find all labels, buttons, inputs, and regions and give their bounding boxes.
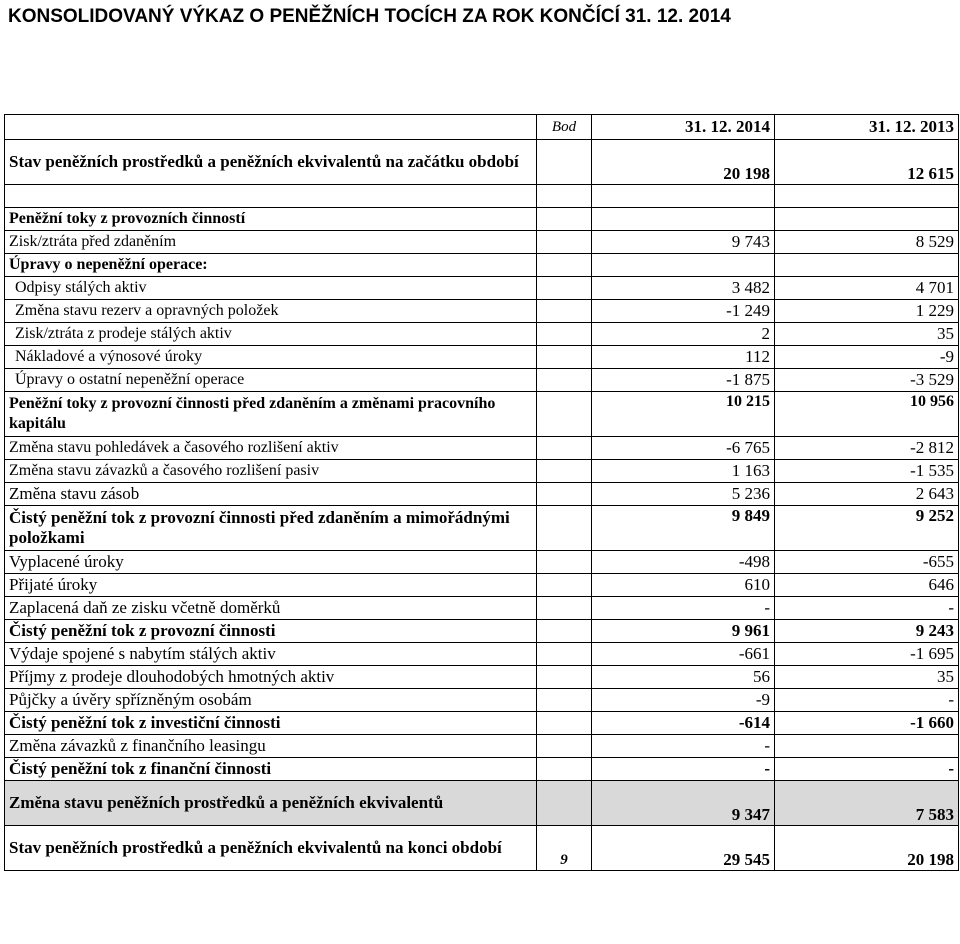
row-bod	[537, 140, 592, 185]
row-label: Výdaje spojené s nabytím stálých aktiv	[5, 643, 537, 666]
row-value-2014: -1 875	[592, 369, 775, 392]
table-row	[5, 781, 959, 826]
row-value-2013: 7 583	[775, 781, 959, 826]
cash-flow-table-wrapper	[4, 114, 958, 871]
row-bod	[537, 483, 592, 506]
table-row	[5, 346, 959, 369]
cash-flow-table	[4, 114, 959, 871]
row-label: Úpravy o ostatní nepeněžní operace	[5, 369, 537, 392]
row-label: Čistý peněžní tok z provozní činnosti	[5, 620, 537, 643]
row-bod	[537, 437, 592, 460]
table-row	[5, 300, 959, 323]
table-row	[5, 643, 959, 666]
row-value-2014: 56	[592, 666, 775, 689]
row-label: Nákladové a výnosové úroky	[5, 346, 537, 369]
table-row	[5, 392, 959, 437]
table-row	[5, 574, 959, 597]
row-label: Přijaté úroky	[5, 574, 537, 597]
row-bod	[537, 460, 592, 483]
table-row	[5, 460, 959, 483]
row-value-2013: -3 529	[775, 369, 959, 392]
table-row	[5, 826, 959, 871]
row-bod	[537, 689, 592, 712]
row-label: Změna stavu rezerv a opravných položek	[5, 300, 537, 323]
row-value-2013	[775, 254, 959, 277]
row-label: Čistý peněžní tok z investiční činnosti	[5, 712, 537, 735]
row-label: Peněžní toky z provozních činností	[5, 208, 537, 231]
row-value-2013: 1 229	[775, 300, 959, 323]
row-value-2013: -655	[775, 551, 959, 574]
row-label: Odpisy stálých aktiv	[5, 277, 537, 300]
row-value-2014: 9 849	[592, 506, 775, 551]
row-bod	[537, 597, 592, 620]
row-label: Změna závazků z finančního leasingu	[5, 735, 537, 758]
row-bod	[537, 620, 592, 643]
row-label: Stav peněžních prostředků a peněžních ekvivalentů na začátku období	[5, 140, 537, 185]
row-value-2014: 9 743	[592, 231, 775, 254]
row-value-2014: -	[592, 758, 775, 781]
row-value-2014	[592, 185, 775, 208]
header-label-cell	[5, 115, 537, 140]
row-value-2014: 2	[592, 323, 775, 346]
row-value-2013: -2 812	[775, 437, 959, 460]
row-value-2014: -498	[592, 551, 775, 574]
table-row	[5, 369, 959, 392]
row-bod	[537, 574, 592, 597]
row-label: Vyplacené úroky	[5, 551, 537, 574]
row-bod	[537, 185, 592, 208]
row-value-2013	[775, 735, 959, 758]
row-value-2014: -	[592, 597, 775, 620]
table-row	[5, 231, 959, 254]
row-label	[5, 185, 537, 208]
row-value-2014: -614	[592, 712, 775, 735]
row-label: Zisk/ztráta před zdaněním	[5, 231, 537, 254]
row-value-2013	[775, 185, 959, 208]
row-label: Půjčky a úvěry spřízněným osobám	[5, 689, 537, 712]
row-bod: 9	[537, 826, 592, 871]
header-bod: Bod	[537, 115, 592, 140]
row-value-2014	[592, 208, 775, 231]
row-value-2014: -6 765	[592, 437, 775, 460]
row-value-2014: -	[592, 735, 775, 758]
row-bod	[537, 323, 592, 346]
row-bod	[537, 506, 592, 551]
row-value-2013: 12 615	[775, 140, 959, 185]
row-label: Peněžní toky z provozní činnosti před zdaněním a změnami pracovního kapitálu	[5, 392, 537, 437]
row-value-2014: -661	[592, 643, 775, 666]
table-row	[5, 140, 959, 185]
row-bod	[537, 346, 592, 369]
table-row	[5, 735, 959, 758]
statement-title: KONSOLIDOVANÝ VÝKAZ O PENĚŽNÍCH TOCÍCH ZA ROK KONČÍCÍ 31. 12. 2014	[8, 6, 731, 27]
row-bod	[537, 666, 592, 689]
row-label: Čistý peněžní tok z provozní činnosti před zdaněním a mimořádnými položkami	[5, 506, 537, 551]
row-value-2014: 10 215	[592, 392, 775, 437]
row-label: Úpravy o nepeněžní operace:	[5, 254, 537, 277]
row-value-2014: 9 347	[592, 781, 775, 826]
table-row	[5, 758, 959, 781]
table-row	[5, 620, 959, 643]
table-row	[5, 185, 959, 208]
row-bod	[537, 643, 592, 666]
row-label: Zaplacená daň ze zisku včetně doměrků	[5, 597, 537, 620]
table-row	[5, 254, 959, 277]
row-bod	[537, 392, 592, 437]
row-value-2014: 1 163	[592, 460, 775, 483]
table-row	[5, 712, 959, 735]
row-value-2014: -9	[592, 689, 775, 712]
row-value-2014	[592, 254, 775, 277]
table-row	[5, 689, 959, 712]
header-row	[5, 115, 959, 140]
row-value-2014: 3 482	[592, 277, 775, 300]
row-label: Zisk/ztráta z prodeje stálých aktiv	[5, 323, 537, 346]
row-value-2013: -9	[775, 346, 959, 369]
row-value-2013: -	[775, 597, 959, 620]
table-row	[5, 277, 959, 300]
row-value-2013: 646	[775, 574, 959, 597]
row-label: Změna stavu závazků a časového rozlišení pasiv	[5, 460, 537, 483]
table-row	[5, 551, 959, 574]
table-row	[5, 323, 959, 346]
row-bod	[537, 758, 592, 781]
header-2013: 31. 12. 2013	[775, 115, 959, 140]
row-value-2013: -1 660	[775, 712, 959, 735]
row-value-2014: 20 198	[592, 140, 775, 185]
row-bod	[537, 254, 592, 277]
row-value-2013: 9 243	[775, 620, 959, 643]
row-value-2013: -	[775, 758, 959, 781]
row-bod	[537, 551, 592, 574]
row-label: Změna stavu peněžních prostředků a peněžních ekvivalentů	[5, 781, 537, 826]
table-row	[5, 437, 959, 460]
row-label: Změna stavu zásob	[5, 483, 537, 506]
table-row	[5, 597, 959, 620]
row-value-2014: -1 249	[592, 300, 775, 323]
row-value-2013: 35	[775, 323, 959, 346]
row-bod	[537, 781, 592, 826]
row-bod	[537, 300, 592, 323]
row-value-2014: 9 961	[592, 620, 775, 643]
row-value-2013: -1 535	[775, 460, 959, 483]
row-bod	[537, 735, 592, 758]
row-value-2013: 10 956	[775, 392, 959, 437]
row-value-2014: 29 545	[592, 826, 775, 871]
row-label: Příjmy z prodeje dlouhodobých hmotných aktiv	[5, 666, 537, 689]
row-bod	[537, 369, 592, 392]
row-value-2013: 20 198	[775, 826, 959, 871]
table-row	[5, 208, 959, 231]
table-row	[5, 506, 959, 551]
row-value-2013: -1 695	[775, 643, 959, 666]
row-value-2013: 4 701	[775, 277, 959, 300]
table-row	[5, 666, 959, 689]
table-row	[5, 483, 959, 506]
row-value-2013	[775, 208, 959, 231]
row-label: Změna stavu pohledávek a časového rozlišení aktiv	[5, 437, 537, 460]
row-value-2014: 5 236	[592, 483, 775, 506]
row-bod	[537, 712, 592, 735]
row-label: Čistý peněžní tok z finanční činnosti	[5, 758, 537, 781]
row-value-2013: 8 529	[775, 231, 959, 254]
row-bod	[537, 208, 592, 231]
row-bod	[537, 231, 592, 254]
row-value-2013: 2 643	[775, 483, 959, 506]
row-value-2014: 610	[592, 574, 775, 597]
row-bod	[537, 277, 592, 300]
row-value-2014: 112	[592, 346, 775, 369]
row-value-2013: -	[775, 689, 959, 712]
header-2014: 31. 12. 2014	[592, 115, 775, 140]
row-value-2013: 35	[775, 666, 959, 689]
row-label: Stav peněžních prostředků a peněžních ekvivalentů na konci období	[5, 826, 537, 871]
row-value-2013: 9 252	[775, 506, 959, 551]
